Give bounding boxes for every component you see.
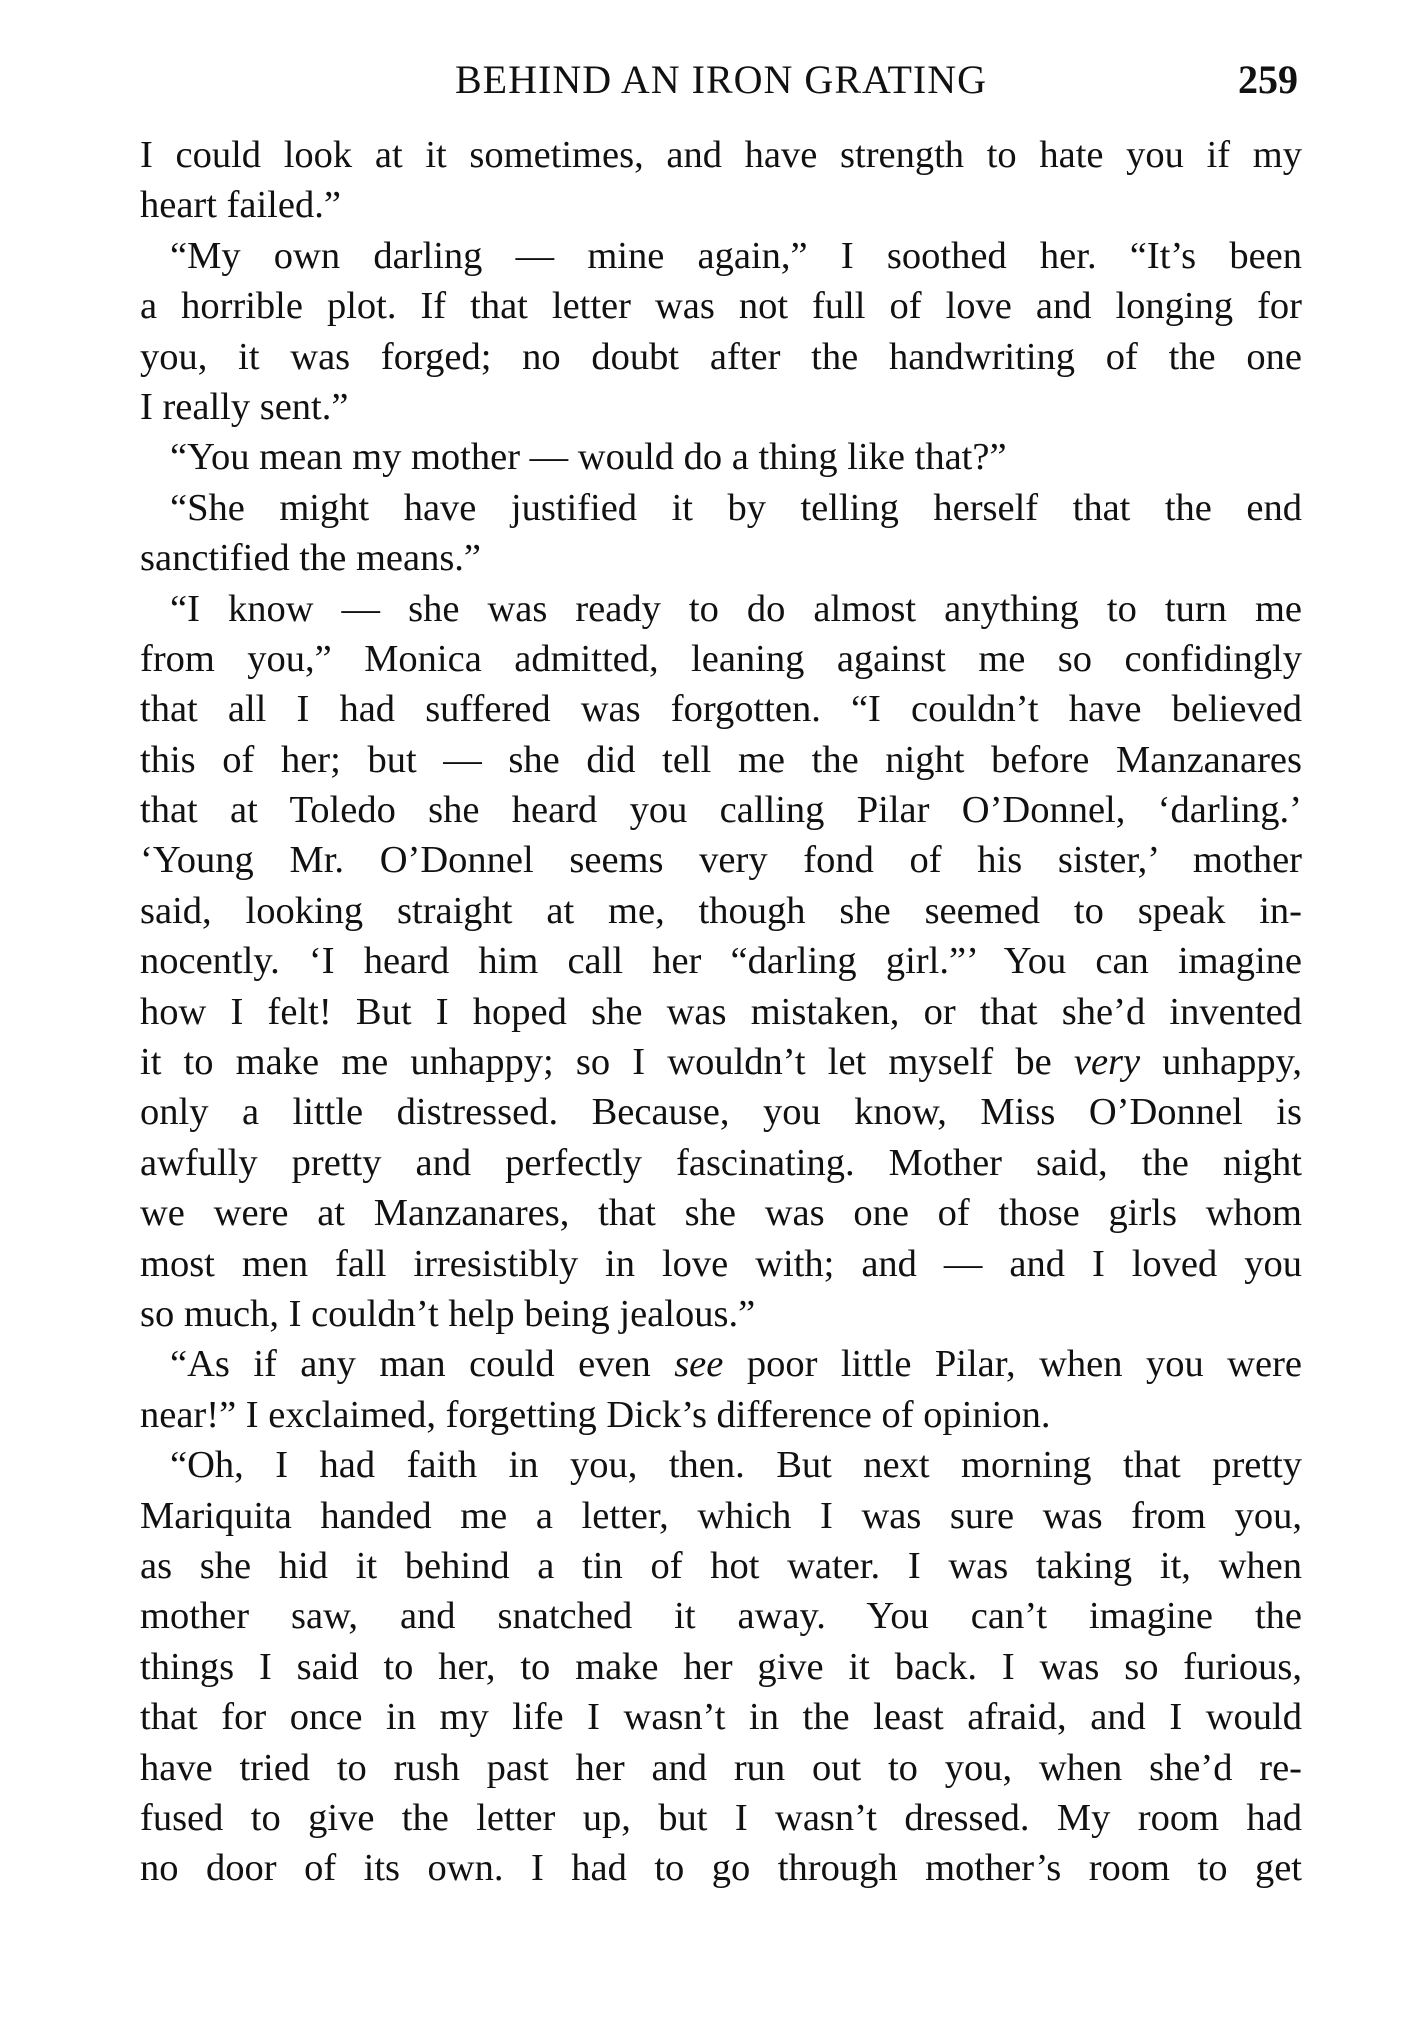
text-line: “My own darling — mine again,” I soothed her. “It’s been	[170, 234, 1302, 277]
text-line: “She might have justified it by telling herself that the end	[170, 486, 1302, 529]
text-line: so much, I couldn’t help being jealous.”	[140, 1292, 756, 1335]
text-line: Mariquita handed me a letter, which I was sure was from you,	[140, 1494, 1302, 1537]
text-line: heart failed.”	[140, 184, 341, 227]
text-line: this of her; but — she did tell me the night before Manzanares	[140, 738, 1302, 781]
text-line: things I said to her, to make her give it back. I was so furious,	[140, 1645, 1302, 1688]
text-line: “I know — she was ready to do almost anything to turn me	[170, 587, 1302, 630]
text-line: that all I had suffered was forgotten. “I couldn’t have believed	[140, 688, 1302, 731]
text-line: most men fall irresistibly in love with; and — and I loved you	[140, 1242, 1302, 1285]
text-line: “You mean my mother — would do a thing like that?”	[170, 436, 1007, 479]
text-line: near!” I exclaimed, forgetting Dick’s difference of opinion.	[140, 1393, 1051, 1436]
page-number: 259	[1238, 57, 1298, 102]
text-line: awfully pretty and perfectly fascinating. Mother said, the night	[140, 1141, 1302, 1184]
text-line: “Oh, I had faith in you, then. But next morning that pretty	[170, 1444, 1302, 1487]
text-line: sanctified the means.”	[140, 537, 482, 580]
running-title: BEHIND AN IRON GRATING	[455, 57, 987, 102]
text-line-part: “As if any man could even	[170, 1343, 675, 1386]
text-line: have tried to rush past her and run out to you, when she’d re-	[140, 1746, 1302, 1789]
text-line: said, looking straight at me, though she seemed to speak in-	[140, 889, 1302, 932]
text-line-part: poor little Pilar, when you were	[723, 1343, 1302, 1386]
text-line: fused to give the letter up, but I wasn’t dressed. My room had	[140, 1796, 1302, 1839]
text-line: only a little distressed. Because, you know, Miss O’Donnel is	[140, 1091, 1302, 1134]
emphasis: very	[1073, 1041, 1141, 1084]
text-line: ‘Young Mr. O’Donnel seems very fond of his sister,’ mother	[140, 839, 1302, 882]
text-line: that at Toledo she heard you calling Pilar O’Donnel, ‘darling.’	[140, 789, 1302, 832]
body-text	[140, 130, 1302, 1894]
text-line: a horrible plot. If that letter was not full of love and longing for	[140, 285, 1302, 328]
text-line: how I felt! But I hoped she was mistaken, or that she’d invented	[140, 990, 1302, 1033]
text-line: that for once in my life I wasn’t in the least afraid, and I would	[140, 1696, 1302, 1739]
text-line: we were at Manzanares, that she was one of those girls whom	[140, 1192, 1302, 1235]
text-line: I really sent.”	[140, 385, 349, 428]
text-line	[140, 1339, 1302, 1389]
text-line: as she hid it behind a tin of hot water. I was taking it, when	[140, 1544, 1302, 1587]
emphasis: see	[674, 1343, 724, 1386]
text-line: mother saw, and snatched it away. You can’t imagine the	[140, 1595, 1302, 1638]
text-line: from you,” Monica admitted, leaning against me so confidingly	[140, 637, 1302, 680]
text-line: no door of its own. I had to go through mother’s room to get	[140, 1847, 1302, 1890]
text-line-part: unhappy,	[1140, 1041, 1302, 1084]
text-line: you, it was forged; no doubt after the handwriting of the one	[140, 335, 1302, 378]
text-line: nocently. ‘I heard him call her “darling girl.”’ You can imagine	[140, 940, 1302, 983]
text-line	[140, 1037, 1302, 1087]
text-line-part: it to make me unhappy; so I wouldn’t let myself be	[140, 1041, 1074, 1084]
running-head	[140, 54, 1302, 106]
text-line: I could look at it sometimes, and have strength to hate you if my	[140, 134, 1302, 176]
